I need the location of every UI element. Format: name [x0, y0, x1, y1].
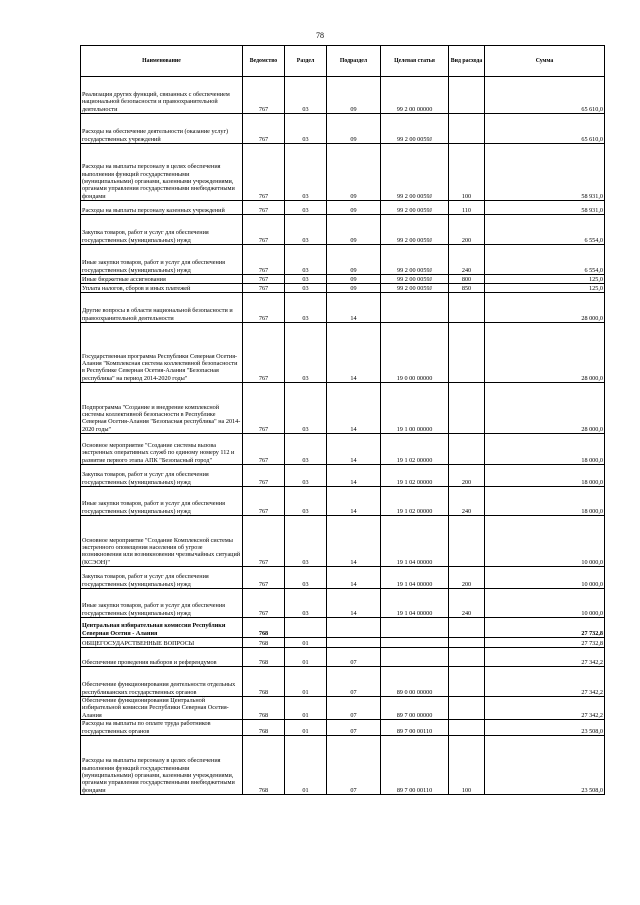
cell-razdel	[285, 618, 327, 638]
cell-vid: 800	[449, 275, 485, 284]
header-razdel: Раздел	[285, 46, 327, 77]
table-row	[81, 487, 605, 516]
cell-podrazdel: 07	[327, 667, 381, 697]
cell-ved: 768	[243, 735, 285, 794]
cell-ved: 767	[243, 383, 285, 434]
cell-name: Основное мероприятие "Создание Комплексной системы экстренного оповещения населения об угрозе возникновения или возникновении чрезвычайных ситуаций (КСЭОН)"	[81, 516, 243, 567]
cell-ved: 767	[243, 77, 285, 114]
table-row	[81, 648, 605, 667]
table-row	[81, 114, 605, 144]
table-row	[81, 465, 605, 487]
cell-podrazdel: 14	[327, 323, 381, 383]
cell-ved: 767	[243, 323, 285, 383]
table-row	[81, 215, 605, 245]
cell-celevaya: 99 2 00 0059J	[381, 284, 449, 293]
cell-razdel: 03	[285, 516, 327, 567]
cell-celevaya: 89 7 00 00000	[381, 697, 449, 720]
cell-podrazdel: 09	[327, 77, 381, 114]
cell-name: Иные закупки товаров, работ и услуг для обеспечения государственных (муниципальных) нужд	[81, 245, 243, 275]
cell-name: Реализация других функций, связанных с обеспечением национальной безопасности и правоохранительной деятельности	[81, 77, 243, 114]
cell-celevaya: 99 2 00 0059J	[381, 245, 449, 275]
cell-name: Центральная избирательная комиссия Республики Северная Осетия - Алания	[81, 618, 243, 638]
cell-summa: 18 000,0	[485, 487, 605, 516]
cell-podrazdel: 07	[327, 648, 381, 667]
cell-ved: 767	[243, 487, 285, 516]
cell-vid: 240	[449, 245, 485, 275]
cell-celevaya: 89 0 00 00000	[381, 667, 449, 697]
cell-celevaya: 99 2 00 0059J	[381, 114, 449, 144]
cell-vid: 110	[449, 201, 485, 215]
table-row	[81, 275, 605, 284]
cell-razdel: 03	[285, 77, 327, 114]
cell-summa: 23 508,0	[485, 719, 605, 735]
cell-podrazdel: 14	[327, 383, 381, 434]
table-row	[81, 719, 605, 735]
cell-name: Обеспечение проведения выборов и референдумов	[81, 648, 243, 667]
cell-summa: 10 000,0	[485, 516, 605, 567]
cell-razdel: 03	[285, 201, 327, 215]
cell-vid	[449, 697, 485, 720]
cell-celevaya: 19 1 00 00000	[381, 383, 449, 434]
cell-name: Обеспечение функционирования Центральной избирательной комиссии Республики Северная Осетия-Алания	[81, 697, 243, 720]
cell-razdel: 03	[285, 383, 327, 434]
table-row	[81, 618, 605, 638]
cell-vid: 240	[449, 487, 485, 516]
table-row	[81, 516, 605, 567]
cell-summa: 65 610,0	[485, 114, 605, 144]
cell-podrazdel: 07	[327, 735, 381, 794]
cell-vid	[449, 648, 485, 667]
page-number: 78	[316, 31, 324, 40]
cell-celevaya: 19 1 02 00000	[381, 487, 449, 516]
cell-ved: 768	[243, 648, 285, 667]
cell-celevaya: 99 2 00 0059J	[381, 215, 449, 245]
cell-summa: 6 554,0	[485, 215, 605, 245]
cell-razdel: 01	[285, 667, 327, 697]
cell-razdel: 03	[285, 487, 327, 516]
cell-celevaya: 99 2 00 0059J	[381, 275, 449, 284]
cell-podrazdel: 09	[327, 215, 381, 245]
cell-celevaya: 19 1 04 00000	[381, 567, 449, 589]
cell-podrazdel: 14	[327, 589, 381, 618]
cell-vid	[449, 434, 485, 465]
cell-vid	[449, 638, 485, 648]
budget-table	[80, 45, 605, 795]
table-row	[81, 697, 605, 720]
cell-razdel: 01	[285, 735, 327, 794]
cell-podrazdel	[327, 618, 381, 638]
cell-summa: 27 732,8	[485, 618, 605, 638]
cell-celevaya: 19 1 02 00000	[381, 465, 449, 487]
cell-razdel: 03	[285, 465, 327, 487]
table-row	[81, 567, 605, 589]
cell-podrazdel: 14	[327, 434, 381, 465]
cell-name: Государственная программа Республики Северная Осетия-Алания "Комплексная система коллективной безопасности в Республике Северная Осетия-Алания "Безопасная республика" на период 2014-2020 годы"	[81, 323, 243, 383]
cell-ved: 767	[243, 114, 285, 144]
cell-celevaya	[381, 648, 449, 667]
cell-ved: 767	[243, 465, 285, 487]
cell-name: Расходы на выплаты персоналу в целях обеспечения выполнения функций государственными (муниципальными) органами, казенными учреждениями, органами управления государственными внебюджетными фондами	[81, 735, 243, 794]
cell-ved: 768	[243, 697, 285, 720]
cell-vid	[449, 77, 485, 114]
cell-vid	[449, 383, 485, 434]
cell-ved: 768	[243, 618, 285, 638]
cell-razdel: 01	[285, 648, 327, 667]
cell-vid	[449, 516, 485, 567]
table-row	[81, 735, 605, 794]
cell-podrazdel: 09	[327, 245, 381, 275]
table-row	[81, 293, 605, 323]
cell-vid: 100	[449, 735, 485, 794]
cell-celevaya	[381, 293, 449, 323]
header-vid: Вид расхода	[449, 46, 485, 77]
cell-podrazdel: 07	[327, 697, 381, 720]
header-celevaya: Целевая статья	[381, 46, 449, 77]
cell-summa: 18 000,0	[485, 465, 605, 487]
cell-podrazdel: 09	[327, 201, 381, 215]
header-summa: Сумма	[485, 46, 605, 77]
cell-vid: 850	[449, 284, 485, 293]
table-row	[81, 245, 605, 275]
cell-summa: 65 610,0	[485, 77, 605, 114]
cell-summa: 28 000,0	[485, 293, 605, 323]
cell-razdel: 03	[285, 293, 327, 323]
table-row	[81, 383, 605, 434]
table-row	[81, 77, 605, 114]
cell-vid: 100	[449, 144, 485, 201]
cell-vid: 240	[449, 589, 485, 618]
cell-celevaya	[381, 638, 449, 648]
cell-summa: 10 000,0	[485, 567, 605, 589]
cell-celevaya: 89 7 00 00110	[381, 735, 449, 794]
cell-vid: 200	[449, 567, 485, 589]
table-row	[81, 638, 605, 648]
cell-name: Расходы на выплаты персоналу казенных учреждений	[81, 201, 243, 215]
header-name: Наименование	[81, 46, 243, 77]
cell-name: Закупка товаров, работ и услуг для обеспечения государственных (муниципальных) нужд	[81, 465, 243, 487]
cell-name: Другие вопросы в области национальной безопасности и правоохранительной деятельности	[81, 293, 243, 323]
cell-summa: 58 931,0	[485, 201, 605, 215]
cell-razdel: 03	[285, 434, 327, 465]
cell-name: ОБЩЕГОСУДАРСТВЕННЫЕ ВОПРОСЫ	[81, 638, 243, 648]
cell-podrazdel: 14	[327, 516, 381, 567]
cell-vid: 200	[449, 465, 485, 487]
cell-vid	[449, 323, 485, 383]
cell-summa: 27 732,8	[485, 638, 605, 648]
cell-summa: 27 342,2	[485, 697, 605, 720]
cell-podrazdel: 14	[327, 567, 381, 589]
cell-razdel: 01	[285, 719, 327, 735]
cell-ved: 767	[243, 245, 285, 275]
cell-razdel: 03	[285, 245, 327, 275]
table-row	[81, 284, 605, 293]
table-header-row	[81, 46, 605, 77]
cell-celevaya	[381, 618, 449, 638]
cell-ved: 767	[243, 215, 285, 245]
cell-razdel: 01	[285, 697, 327, 720]
cell-razdel: 03	[285, 215, 327, 245]
header-podrazdel: Подраздел	[327, 46, 381, 77]
cell-ved: 767	[243, 567, 285, 589]
cell-name: Закупка товаров, работ и услуг для обеспечения государственных (муниципальных) нужд	[81, 567, 243, 589]
cell-razdel: 03	[285, 144, 327, 201]
cell-podrazdel: 09	[327, 284, 381, 293]
cell-celevaya: 99 2 00 00000	[381, 77, 449, 114]
cell-vid: 200	[449, 215, 485, 245]
cell-ved: 767	[243, 589, 285, 618]
cell-podrazdel: 14	[327, 293, 381, 323]
cell-ved: 767	[243, 434, 285, 465]
cell-vid	[449, 719, 485, 735]
cell-name: Подпрограмма "Создание и внедрение комплексной системы коллективной безопасности в Республике Северная Осетия-Алания "Безопасная республика" на 2014-2020 годы"	[81, 383, 243, 434]
cell-celevaya: 19 1 04 00000	[381, 589, 449, 618]
header-ved: Ведомство	[243, 46, 285, 77]
cell-ved: 767	[243, 275, 285, 284]
cell-ved: 768	[243, 667, 285, 697]
cell-name: Основное мероприятие "Создание системы вызова экстренных оперативных служб по единому номеру 112 и развитие первого этапа АПК "Безопасный город"	[81, 434, 243, 465]
cell-celevaya: 19 1 04 00000	[381, 516, 449, 567]
cell-summa: 27 342,2	[485, 667, 605, 697]
cell-razdel: 03	[285, 284, 327, 293]
cell-ved: 768	[243, 719, 285, 735]
cell-name: Расходы на обеспечение деятельности (оказание услуг) государственных учреждений	[81, 114, 243, 144]
cell-celevaya: 19 0 00 00000	[381, 323, 449, 383]
cell-summa: 28 000,0	[485, 323, 605, 383]
cell-podrazdel: 09	[327, 275, 381, 284]
cell-name: Расходы на выплаты по оплате труда работников государственных органов	[81, 719, 243, 735]
cell-podrazdel: 07	[327, 719, 381, 735]
cell-summa: 58 931,0	[485, 144, 605, 201]
cell-podrazdel: 09	[327, 144, 381, 201]
cell-podrazdel: 14	[327, 487, 381, 516]
cell-celevaya: 99 2 00 0059J	[381, 144, 449, 201]
table-row	[81, 201, 605, 215]
cell-name: Расходы на выплаты персоналу в целях обеспечения выполнения функций государственными (муниципальными) органами, казенными учреждениями, органами управления государственными внебюджетными фондами	[81, 144, 243, 201]
cell-summa: 6 554,0	[485, 245, 605, 275]
cell-razdel: 01	[285, 638, 327, 648]
cell-vid	[449, 114, 485, 144]
cell-vid	[449, 667, 485, 697]
cell-podrazdel: 09	[327, 114, 381, 144]
cell-summa: 23 508,0	[485, 735, 605, 794]
cell-vid	[449, 618, 485, 638]
cell-name: Обеспечение функционирования деятельности отдельных республиканских государственных органов	[81, 667, 243, 697]
table-row	[81, 667, 605, 697]
cell-celevaya: 89 7 00 00110	[381, 719, 449, 735]
cell-podrazdel: 14	[327, 465, 381, 487]
cell-summa: 27 342,2	[485, 648, 605, 667]
cell-celevaya: 19 1 02 00000	[381, 434, 449, 465]
cell-name: Закупка товаров, работ и услуг для обеспечения государственных (муниципальных) нужд	[81, 215, 243, 245]
cell-summa: 125,0	[485, 284, 605, 293]
cell-summa: 125,0	[485, 275, 605, 284]
cell-name: Иные закупки товаров, работ и услуг для обеспечения государственных (муниципальных) нужд	[81, 487, 243, 516]
cell-razdel: 03	[285, 114, 327, 144]
cell-summa: 18 000,0	[485, 434, 605, 465]
table-row	[81, 434, 605, 465]
cell-name: Иные бюджетные ассигнования	[81, 275, 243, 284]
cell-vid	[449, 293, 485, 323]
table-body	[81, 77, 605, 795]
table-row	[81, 323, 605, 383]
cell-razdel: 03	[285, 275, 327, 284]
cell-ved: 767	[243, 144, 285, 201]
cell-razdel: 03	[285, 589, 327, 618]
cell-razdel: 03	[285, 323, 327, 383]
cell-ved: 767	[243, 293, 285, 323]
cell-summa: 10 000,0	[485, 589, 605, 618]
cell-ved: 767	[243, 516, 285, 567]
cell-ved: 767	[243, 284, 285, 293]
cell-podrazdel	[327, 638, 381, 648]
cell-ved: 767	[243, 201, 285, 215]
cell-razdel: 03	[285, 567, 327, 589]
cell-name: Уплата налогов, сборов и иных платежей	[81, 284, 243, 293]
cell-celevaya: 99 2 00 0059J	[381, 201, 449, 215]
table-row	[81, 589, 605, 618]
cell-summa: 28 000,0	[485, 383, 605, 434]
cell-name: Иные закупки товаров, работ и услуг для обеспечения государственных (муниципальных) нужд	[81, 589, 243, 618]
cell-ved: 768	[243, 638, 285, 648]
table-row	[81, 144, 605, 201]
